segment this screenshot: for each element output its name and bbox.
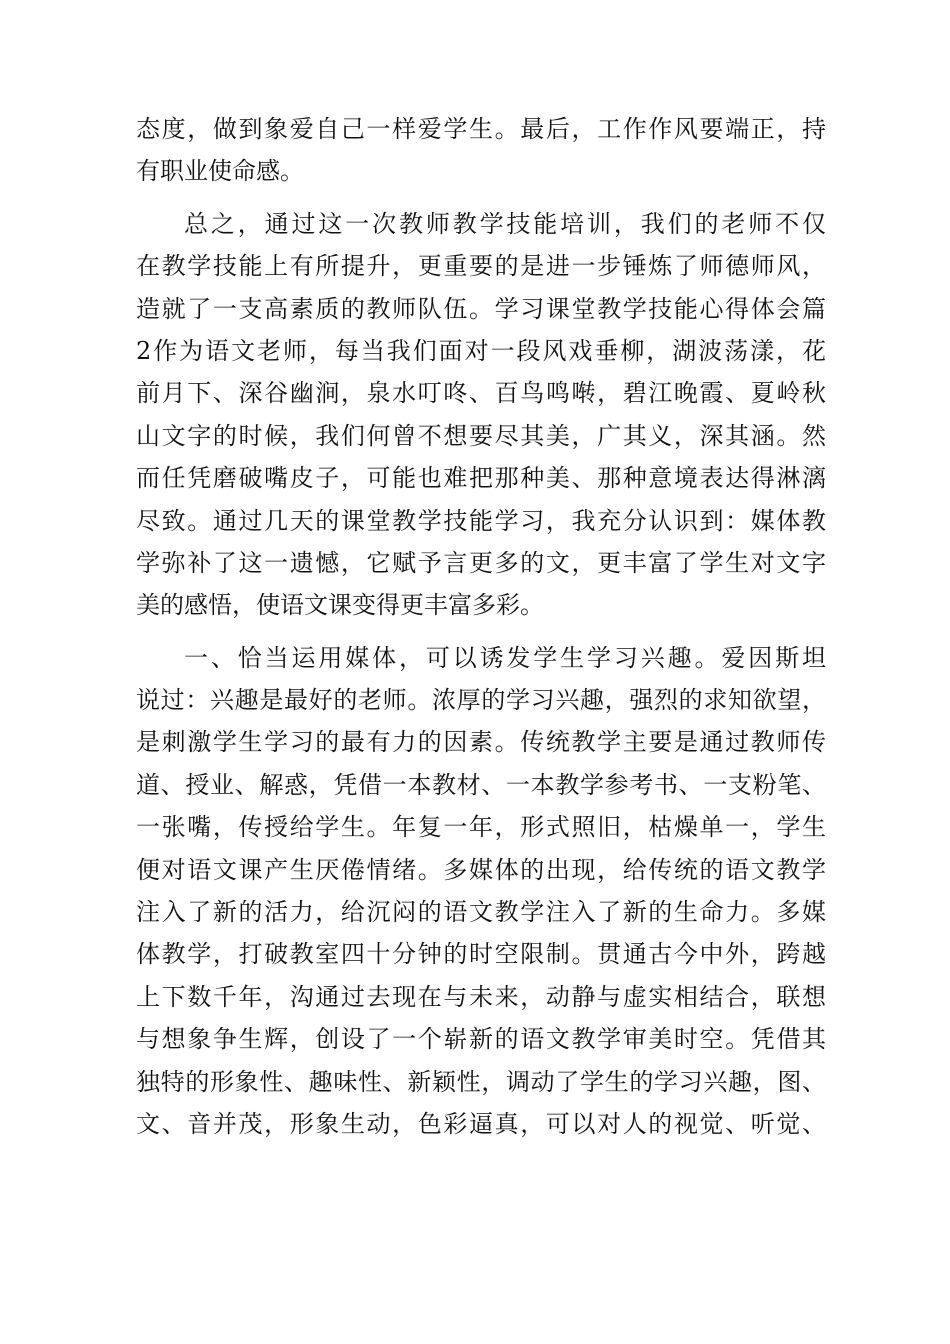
- text-line: 体教学，打破教室四十分钟的时空限制。贯通古今中外，跨越: [136, 940, 826, 969]
- paragraph: [136, 108, 826, 193]
- text-line: 2作为语文老师，每当我们面对一段风戏垂柳，湖波荡漾，花: [136, 336, 826, 365]
- text-line: 一张嘴，传授给学生。年复一年，形式照旧，枯燥单一，学生: [136, 813, 826, 842]
- text-line: 一、恰当运用媒体，可以诱发学生学习兴趣。爱因斯坦: [184, 643, 826, 672]
- paragraph: [136, 203, 826, 627]
- text-line: 尽致。通过几天的课堂教学技能学习，我充分认识到：媒体教: [136, 506, 826, 535]
- text-line: 造就了一支高素质的教师队伍。学习课堂教学技能心得体会篇: [136, 294, 826, 323]
- text-line: 总之，通过这一次教师教学技能培训，我们的老师不仅: [184, 209, 826, 238]
- text-line: 山文字的时候，我们何曾不想要尽其美，广其义，深其涵。然: [136, 421, 826, 450]
- text-line: 态度，做到象爱自己一样爱学生。最后，工作作风要端正，持: [136, 115, 826, 143]
- text-line: 是刺激学生学习的最有力的因素。传统教学主要是通过教师传: [136, 728, 826, 757]
- text-line: 注入了新的活力，给沉闷的语文教学注入了新的生命力。多媒: [136, 898, 826, 927]
- text-line: 而任凭磨破嘴皮子，可能也难把那种美、那种意境表达得淋漓: [136, 464, 826, 493]
- text-line: 道、授业、解惑，凭借一本教材、一本教学参考书、一支粉笔、: [136, 770, 826, 799]
- text-line: 上下数千年，沟通过去现在与未来，动静与虚实相结合，联想: [136, 982, 826, 1011]
- text-line: 学弥补了这一遗憾，它赋予言更多的文，更丰富了学生对文字: [136, 548, 826, 577]
- text-line: 独特的形象性、趣味性、新颖性，调动了学生的学习兴趣，图、: [136, 1067, 826, 1096]
- text-line: 在教学技能上有所提升，更重要的是进一步锤炼了师德师风，: [136, 252, 826, 281]
- text-line: 说过：兴趣是最好的老师。浓厚的学习兴趣，强烈的求知欲望，: [136, 686, 826, 715]
- text-line: 与想象争生辉，创设了一个崭新的语文教学审美时空。凭借其: [136, 1025, 826, 1054]
- text-line: 前月下、深谷幽涧，泉水叮咚、百鸟鸣啭，碧江晚霞、夏岭秋: [136, 379, 826, 408]
- text-line: 有职业使命感。: [136, 157, 304, 186]
- text-line: 美的感悟，使语文课变得更丰富多彩。: [136, 591, 544, 620]
- document-body: [136, 108, 826, 1145]
- paragraph: [136, 637, 826, 1146]
- text-line: 便对语文课产生厌倦情绪。多媒体的出现，给传统的语文教学: [136, 855, 826, 884]
- text-line: 文、音并茂，形象生动，色彩逼真，可以对人的视觉、听觉、: [136, 1109, 826, 1138]
